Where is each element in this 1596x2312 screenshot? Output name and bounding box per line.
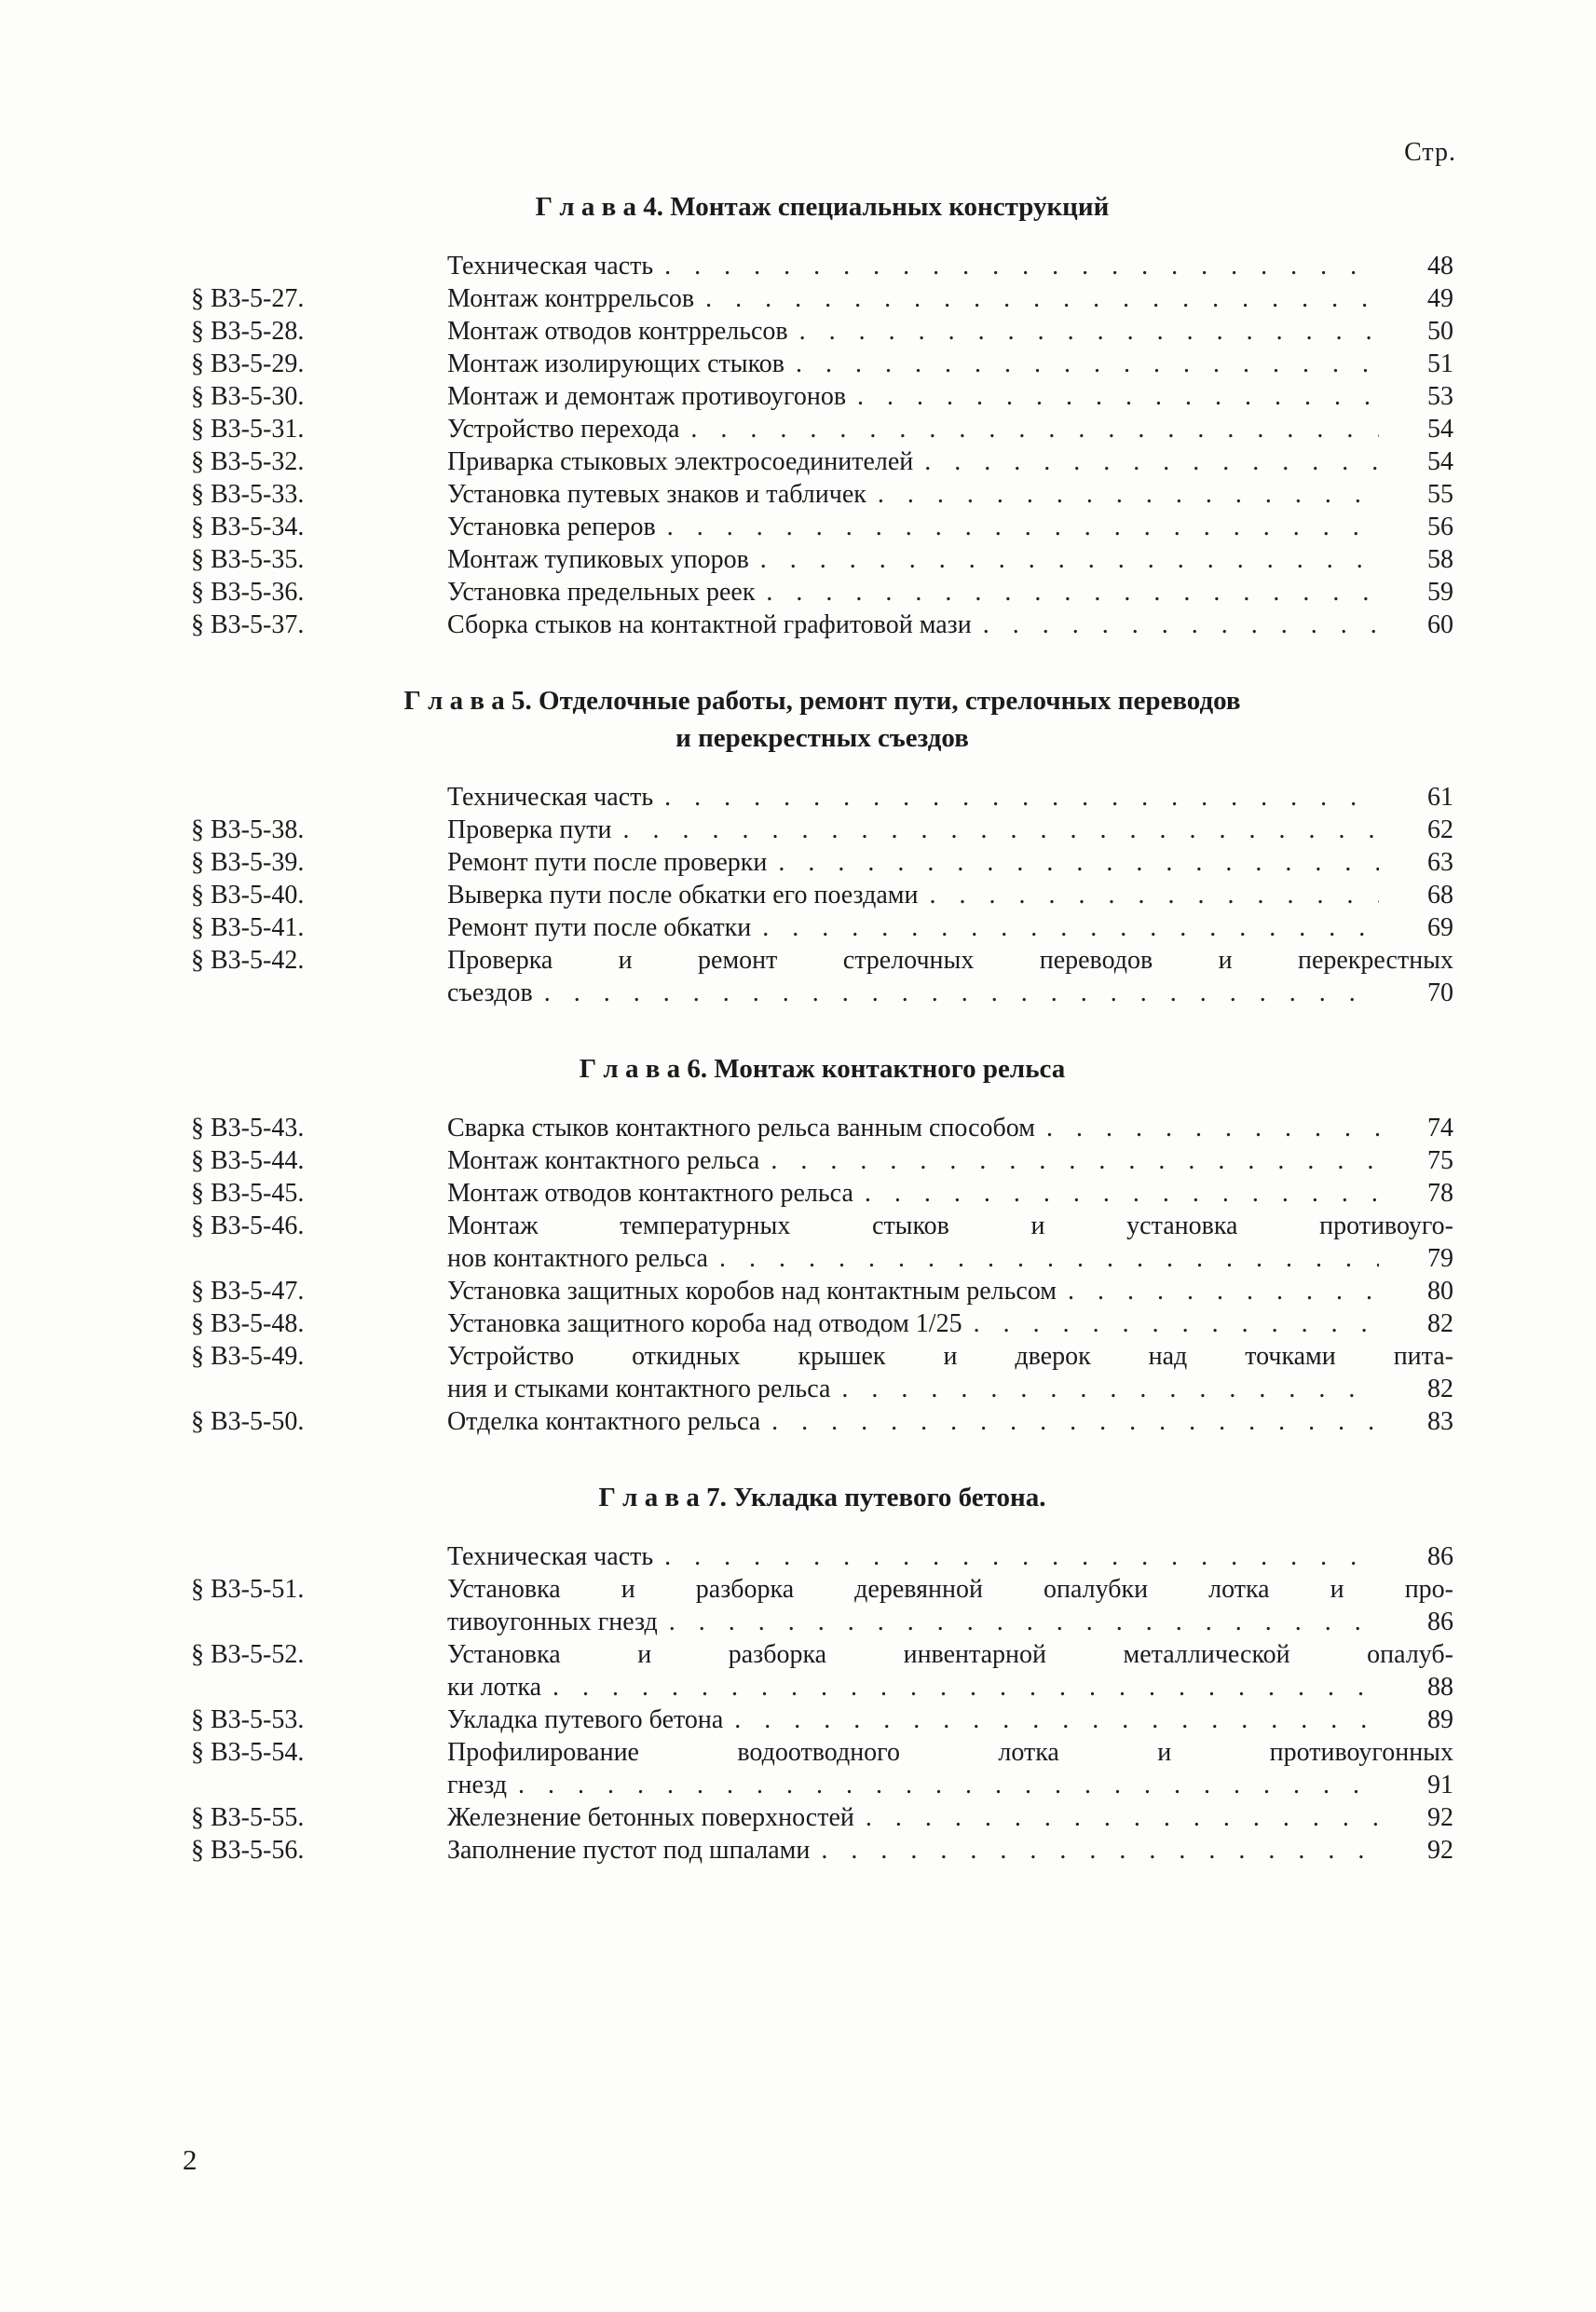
toc-entry	[191, 911, 1453, 944]
entry-title-last-line	[447, 413, 1453, 445]
entry-title-last-line	[447, 1769, 1453, 1801]
toc-entry	[191, 1112, 1453, 1144]
entry-title-block	[447, 315, 1453, 348]
toc-entry	[191, 1573, 1453, 1638]
entry-title-block	[447, 543, 1453, 576]
toc-entry	[191, 380, 1453, 413]
toc-entry	[191, 576, 1453, 609]
entry-title-block	[447, 1210, 1453, 1275]
entry-title-last-line	[447, 1834, 1453, 1867]
toc-entry	[191, 511, 1453, 543]
entry-title: Монтаж отводов контррельсов	[447, 317, 788, 346]
entry-page-number: 68	[1427, 881, 1453, 910]
chapter-title-line: Г л а в а 7. Укладка путевого бетона.	[598, 1483, 1046, 1512]
entry-title-last-line	[447, 1177, 1453, 1210]
entry-page-number: 86	[1427, 1607, 1453, 1636]
toc-entry	[191, 1638, 1453, 1703]
entry-section-number: § В3-5-41.	[191, 913, 305, 942]
entry-section-number: § В3-5-50.	[191, 1407, 305, 1436]
entry-section-number: § В3-5-49.	[191, 1342, 305, 1371]
entry-title-last-line	[447, 1112, 1453, 1144]
entry-title: Техническая часть	[447, 783, 654, 812]
entry-page-number: 92	[1427, 1803, 1453, 1832]
toc-entry	[191, 282, 1453, 315]
entry-page-number: 80	[1427, 1277, 1453, 1306]
entry-title-block	[447, 1736, 1453, 1801]
dot-leader	[974, 1307, 1379, 1340]
entry-title: нов контактного рельса	[447, 1244, 708, 1273]
entry-title: Укладка путевого бетона	[447, 1705, 724, 1734]
entry-title-last-line	[447, 315, 1453, 348]
chapter-heading	[191, 1479, 1453, 1516]
entry-page-number: 55	[1427, 480, 1453, 509]
entry-title-last-line	[447, 250, 1453, 282]
dot-leader	[734, 1703, 1379, 1736]
entry-section-number: § В3-5-27.	[191, 284, 305, 313]
entry-title: ки лотка	[447, 1673, 542, 1702]
entry-section-number: § В3-5-32.	[191, 447, 305, 476]
entry-title-block	[447, 445, 1453, 478]
toc-entry	[191, 879, 1453, 911]
dot-leader	[821, 1834, 1379, 1867]
entry-title: Монтаж отводов контактного рельса	[447, 1179, 853, 1208]
entry-title-last-line	[447, 380, 1453, 413]
dot-leader	[664, 1540, 1379, 1573]
entry-section-number: § В3-5-40.	[191, 881, 305, 910]
entry-section-number: § В3-5-37.	[191, 610, 305, 639]
dot-leader	[799, 315, 1379, 348]
entry-title-last-line	[447, 781, 1453, 814]
entry-title-block	[447, 282, 1453, 315]
entry-title-block	[447, 1638, 1453, 1703]
entry-title-last-line	[447, 1671, 1453, 1703]
toc-entry	[191, 413, 1453, 445]
toc-entry	[191, 1144, 1453, 1177]
entry-section-number: § В3-5-29.	[191, 349, 305, 378]
entry-title: Монтаж изолирующих стыков	[447, 349, 784, 378]
dot-leader	[762, 911, 1379, 944]
entry-page-number: 91	[1427, 1771, 1453, 1799]
dot-leader	[544, 977, 1379, 1009]
toc-entry	[191, 1307, 1453, 1340]
entry-section-number	[191, 250, 447, 282]
entry-section-number: § В3-5-47.	[191, 1277, 305, 1306]
entry-page-number: 50	[1427, 317, 1453, 346]
toc-entry	[191, 348, 1453, 380]
entry-page-number: 89	[1427, 1705, 1453, 1734]
entry-page-number: 63	[1427, 848, 1453, 877]
entry-page-number: 54	[1427, 415, 1453, 444]
entry-title: Установка защитного короба над отводом 1/25	[447, 1309, 962, 1338]
entry-page-number: 48	[1427, 252, 1453, 280]
entry-title: Монтаж контррельсов	[447, 284, 695, 313]
entry-title: Ремонт пути после проверки	[447, 848, 768, 877]
entry-page-number: 59	[1427, 578, 1453, 607]
entry-title-block	[447, 380, 1453, 413]
entry-title-line: Профилирование водоотводного лотка и противоугонных	[447, 1738, 1453, 1767]
entry-title: ния и стыками контактного рельса	[447, 1375, 831, 1403]
dot-leader	[878, 478, 1379, 511]
dot-leader	[766, 576, 1379, 609]
entry-title-last-line	[447, 576, 1453, 609]
entry-page-number: 82	[1427, 1309, 1453, 1338]
entry-title-block	[447, 609, 1453, 641]
entry-section-number: § В3-5-45.	[191, 1179, 305, 1208]
entry-title: Сварка стыков контактного рельса ванным способом	[447, 1114, 1035, 1142]
entry-title-block	[447, 478, 1453, 511]
entry-page-number: 74	[1427, 1114, 1453, 1142]
entry-title-block	[447, 1834, 1453, 1867]
toc-entry	[191, 814, 1453, 846]
entry-title-block	[447, 1703, 1453, 1736]
toc-entry	[191, 1405, 1453, 1438]
entry-title-block	[447, 1540, 1453, 1573]
entry-page-number: 49	[1427, 284, 1453, 313]
entry-title: Установка защитных коробов над контактным рельсом	[447, 1277, 1057, 1306]
entry-page-number: 69	[1427, 913, 1453, 942]
dot-leader	[1046, 1112, 1379, 1144]
entry-title: Выверка пути после обкатки его поездами	[447, 881, 919, 910]
dot-leader	[552, 1671, 1379, 1703]
entry-title-line: Установка и разборка деревянной опалубки лотка и про-	[447, 1575, 1453, 1604]
entry-title: гнезд	[447, 1771, 508, 1799]
toc-entry	[191, 315, 1453, 348]
entry-section-number: § В3-5-44.	[191, 1146, 305, 1175]
entry-page-number: 56	[1427, 513, 1453, 541]
chapter-heading	[191, 188, 1453, 226]
dot-leader	[1068, 1275, 1379, 1307]
dot-leader	[771, 1405, 1379, 1438]
entry-section-number: § В3-5-46.	[191, 1211, 305, 1240]
entry-section-number: § В3-5-48.	[191, 1309, 305, 1338]
entry-section-number: § В3-5-34.	[191, 513, 305, 541]
entry-title-block	[447, 879, 1453, 911]
dot-leader	[866, 1801, 1379, 1834]
entry-title: Монтаж и демонтаж противоугонов	[447, 382, 847, 411]
chapter-title-line: Г л а в а 5. Отделочные работы, ремонт пути, стрелочных переводов	[403, 686, 1241, 716]
toc-entry	[191, 1540, 1453, 1573]
toc-entry	[191, 1177, 1453, 1210]
entry-title: Сборка стыков на контактной графитовой мази	[447, 610, 972, 639]
entry-title: Проверка пути	[447, 815, 612, 844]
dot-leader	[719, 1242, 1379, 1275]
entry-section-number: § В3-5-33.	[191, 480, 305, 509]
entry-section-number: § В3-5-35.	[191, 545, 305, 574]
entry-section-number: § В3-5-31.	[191, 415, 305, 444]
toc-entry	[191, 1801, 1453, 1834]
dot-leader	[924, 445, 1379, 478]
entry-title-block	[447, 1340, 1453, 1405]
dot-leader	[857, 380, 1379, 413]
entry-title-last-line	[447, 1801, 1453, 1834]
chapter-title-line: и перекрестных съездов	[675, 723, 969, 753]
entry-title-block	[447, 911, 1453, 944]
entry-title-block	[447, 1275, 1453, 1307]
entry-title: Отделка контактного рельса	[447, 1407, 761, 1436]
toc-entry	[191, 944, 1453, 1009]
entry-title: Техническая часть	[447, 1542, 654, 1571]
entry-title-block	[447, 576, 1453, 609]
entry-title-last-line	[447, 911, 1453, 944]
entry-title-last-line	[447, 1242, 1453, 1275]
entry-title-line: Устройство откидных крышек и дверок над точками пита-	[447, 1342, 1453, 1371]
entry-section-number: § В3-5-54.	[191, 1738, 305, 1767]
entry-section-number	[191, 781, 447, 814]
entry-title-last-line	[447, 1307, 1453, 1340]
entry-page-number: 60	[1427, 610, 1453, 639]
entry-title-last-line	[447, 348, 1453, 380]
entry-title-line: Монтаж температурных стыков и установка противоуго-	[447, 1211, 1453, 1240]
entry-title-line: Проверка и ремонт стрелочных переводов и перекрестных	[447, 946, 1453, 975]
dot-leader	[930, 879, 1380, 911]
entry-section-number	[191, 1540, 447, 1573]
entry-title: Монтаж контактного рельса	[447, 1146, 760, 1175]
entry-title: Заполнение пустот под шпалами	[447, 1836, 811, 1865]
toc-entry	[191, 250, 1453, 282]
entry-title-last-line	[447, 1606, 1453, 1638]
entry-title-last-line	[447, 609, 1453, 641]
entry-title-last-line	[447, 1373, 1453, 1405]
toc-entry	[191, 609, 1453, 641]
page-column-header: Стр.	[1404, 138, 1456, 167]
entry-title: Монтаж тупиковых упоров	[447, 545, 749, 574]
entry-page-number: 61	[1427, 783, 1453, 812]
entry-title: Техническая часть	[447, 252, 654, 280]
table-of-contents	[191, 183, 1453, 1867]
dot-leader	[771, 1144, 1379, 1177]
entry-title: Железнение бетонных поверхностей	[447, 1803, 854, 1832]
toc-entry	[191, 781, 1453, 814]
toc-entry	[191, 1275, 1453, 1307]
entry-title-block	[447, 1177, 1453, 1210]
entry-page-number: 75	[1427, 1146, 1453, 1175]
entry-title-block	[447, 846, 1453, 879]
toc-entry	[191, 1210, 1453, 1275]
entry-title-last-line	[447, 814, 1453, 846]
entry-title-block	[447, 1405, 1453, 1438]
entry-title-block	[447, 1573, 1453, 1638]
dot-leader	[865, 1177, 1379, 1210]
entry-section-number: § В3-5-28.	[191, 317, 305, 346]
entry-section-number: § В3-5-43.	[191, 1114, 305, 1142]
entry-title-last-line	[447, 1405, 1453, 1438]
toc-entry	[191, 1340, 1453, 1405]
entry-title-block	[447, 1112, 1453, 1144]
entry-title: Приварка стыковых электросоединителей	[447, 447, 914, 476]
entry-title: Ремонт пути после обкатки	[447, 913, 752, 942]
entry-section-number: § В3-5-38.	[191, 815, 305, 844]
entry-section-number: § В3-5-51.	[191, 1575, 305, 1604]
entry-title-block	[447, 413, 1453, 445]
entry-title: Установка путевых знаков и табличек	[447, 480, 866, 509]
toc-entry	[191, 478, 1453, 511]
chapter-heading	[191, 682, 1453, 757]
entry-section-number: § В3-5-36.	[191, 578, 305, 607]
entry-section-number: § В3-5-42.	[191, 946, 305, 975]
page-number-folio: 2	[183, 2143, 198, 2176]
entry-title-last-line	[447, 879, 1453, 911]
dot-leader	[690, 413, 1379, 445]
entry-title: Устройство перехода	[447, 415, 680, 444]
entry-page-number: 51	[1427, 349, 1453, 378]
entry-title-last-line	[447, 282, 1453, 315]
entry-page-number: 86	[1427, 1542, 1453, 1571]
toc-entry	[191, 543, 1453, 576]
chapter-title-line: Г л а в а 4. Монтаж специальных конструкций	[535, 192, 1110, 222]
entry-page-number: 62	[1427, 815, 1453, 844]
entry-title-last-line	[447, 846, 1453, 879]
dot-leader	[983, 609, 1379, 641]
entry-title-line: Установка и разборка инвентарной металлической опалуб-	[447, 1640, 1453, 1669]
entry-section-number: § В3-5-52.	[191, 1640, 305, 1669]
entry-section-number: § В3-5-30.	[191, 382, 305, 411]
dot-leader	[760, 543, 1379, 576]
entry-title: тивоугонных гнезд	[447, 1607, 658, 1636]
dot-leader	[705, 282, 1379, 315]
entry-title-block	[447, 1144, 1453, 1177]
dot-leader	[667, 511, 1379, 543]
entry-title-block	[447, 348, 1453, 380]
entry-title-last-line	[447, 1703, 1453, 1736]
entry-title: съездов	[447, 978, 533, 1007]
dot-leader	[518, 1769, 1379, 1801]
entry-page-number: 53	[1427, 382, 1453, 411]
entry-section-number: § В3-5-56.	[191, 1836, 305, 1865]
entry-title: Установка предельных реек	[447, 578, 756, 607]
entry-title-block	[447, 1307, 1453, 1340]
toc-entry	[191, 1703, 1453, 1736]
entry-title: Установка реперов	[447, 513, 656, 541]
entry-title-last-line	[447, 543, 1453, 576]
dot-leader	[664, 781, 1379, 814]
entry-title-last-line	[447, 1144, 1453, 1177]
entry-section-number: § В3-5-39.	[191, 848, 305, 877]
entry-page-number: 70	[1427, 978, 1453, 1007]
entry-title-block	[447, 511, 1453, 543]
entry-title-block	[447, 781, 1453, 814]
entry-title-last-line	[447, 445, 1453, 478]
entry-title-last-line	[447, 1540, 1453, 1573]
toc-entry	[191, 445, 1453, 478]
entry-title-last-line	[447, 977, 1453, 1009]
entry-page-number: 82	[1427, 1375, 1453, 1403]
dot-leader	[669, 1606, 1379, 1638]
chapter-heading	[191, 1050, 1453, 1088]
toc-entry	[191, 846, 1453, 879]
entry-title-block	[447, 944, 1453, 1009]
entry-title-block	[447, 250, 1453, 282]
entry-section-number: § В3-5-55.	[191, 1803, 305, 1832]
toc-entry	[191, 1736, 1453, 1801]
entry-page-number: 78	[1427, 1179, 1453, 1208]
entry-page-number: 92	[1427, 1836, 1453, 1865]
dot-leader	[796, 348, 1379, 380]
entry-page-number: 79	[1427, 1244, 1453, 1273]
dot-leader	[841, 1373, 1379, 1405]
entry-title-block	[447, 1801, 1453, 1834]
entry-page-number: 54	[1427, 447, 1453, 476]
entry-page-number: 58	[1427, 545, 1453, 574]
entry-title-last-line	[447, 511, 1453, 543]
dot-leader	[623, 814, 1379, 846]
entry-page-number: 83	[1427, 1407, 1453, 1436]
entry-page-number: 88	[1427, 1673, 1453, 1702]
entry-title-last-line	[447, 478, 1453, 511]
entry-section-number: § В3-5-53.	[191, 1705, 305, 1734]
entry-title-last-line	[447, 1275, 1453, 1307]
entry-title-block	[447, 814, 1453, 846]
toc-entry	[191, 1834, 1453, 1867]
chapter-title-line: Г л а в а 6. Монтаж контактного рельса	[579, 1054, 1066, 1084]
dot-leader	[778, 846, 1379, 879]
dot-leader	[664, 250, 1379, 282]
